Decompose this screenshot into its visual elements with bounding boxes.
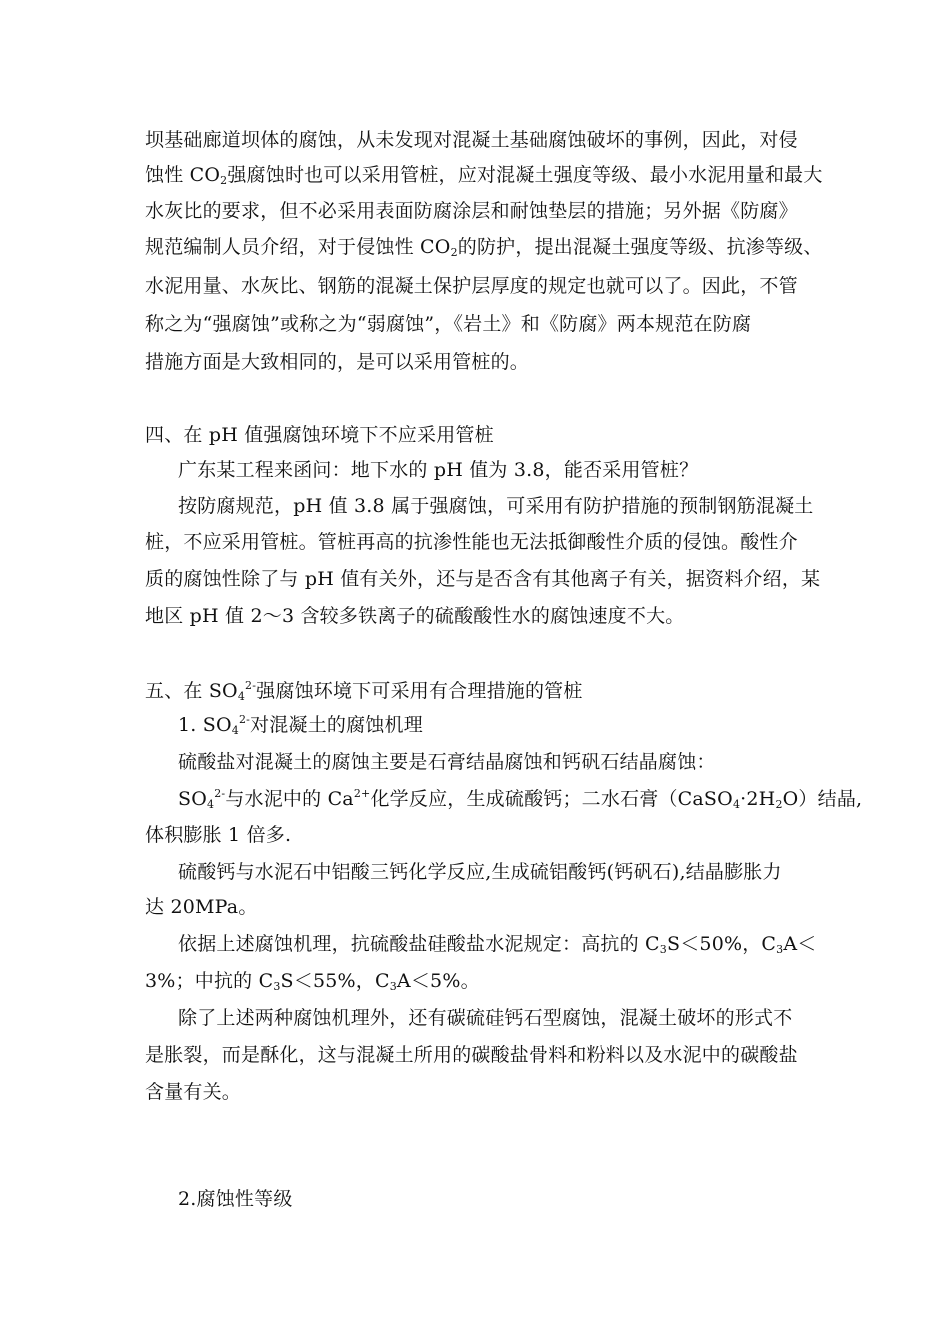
subsection-heading: 1. $SO_4^{2-}$对混凝土的腐蚀机理 [178,713,423,737]
text-line: 硫酸钙与水泥石中铝酸三钙化学反应,生成硫铝酸钙(钙矾石),结晶膨胀力 [178,861,782,883]
text-line: 3%；中抗的 $C_3S<55\%$，$C_3A<5\%$。 [145,970,480,993]
text-line: 含量有关。 [145,1081,242,1103]
text-line: $SO_4^{2-}$与水泥中的 $Ca^{2+}$化学反应，生成硫酸钙；二水石膏$(CaSO_4\cdot 2H_2O)$结晶, [178,787,863,811]
text-line: 蚀性 $CO_2$强腐蚀时也可以采用管桩，应对混凝土强度等级、最小水泥用量和最大 [145,164,823,187]
text-line: 称之为“强腐蚀”或称之为“弱腐蚀”，《岩土》和《防腐》两本规范在防腐 [145,313,752,335]
section-heading: 五、在 $SO_4^{2-}$强腐蚀环境下可采用有合理措施的管桩 [145,679,583,703]
text-line: 广东某工程来函问：地下水的 pH 值为 3.8，能否采用管桩？ [178,459,699,481]
text-line: 水灰比的要求，但不必采用表面防腐涂层和耐蚀垫层的措施；另外据《防腐》 [145,200,798,222]
text-line: 质的腐蚀性除了与 pH 值有关外，还与是否含有其他离子有关，据资料介绍，某 [145,568,821,590]
text-line: 桩，不应采用管桩。管桩再高的抗渗性能也无法抵御酸性介质的侵蚀。酸性介 [145,531,798,553]
text-line: 地区 pH 值 2～3 含较多铁离子的硫酸酸性水的腐蚀速度不大。 [145,605,685,627]
text-line: 是胀裂，而是酥化，这与混凝土所用的碳酸盐骨料和粉料以及水泥中的碳酸盐 [145,1044,798,1066]
text-line: 除了上述两种腐蚀机理外，还有碳硫硅钙石型腐蚀，混凝土破坏的形式不 [178,1007,793,1029]
text-line: 硫酸盐对混凝土的腐蚀主要是石膏结晶腐蚀和钙矾石结晶腐蚀： [178,751,716,773]
text-line: 体积膨胀 1 倍多. [145,824,292,846]
text-line: 规范编制人员介绍，对于侵蚀性 $CO_2$的防护，提出混凝土强度等级、抗渗等级、 [145,236,823,259]
text-line: 达 20MPa。 [145,896,258,918]
text-line: 措施方面是大致相同的，是可以采用管桩的。 [145,351,530,373]
text-line: 按防腐规范，pH 值 3.8 属于强腐蚀，可采用有防护措施的预制钢筋混凝土 [178,495,814,517]
section-heading: 四、在 pH 值强腐蚀环境下不应采用管桩 [145,424,494,446]
text-line: 坝基础廊道坝体的腐蚀，从未发现对混凝土基础腐蚀破坏的事例，因此，对侵 [145,129,798,151]
text-line: 依据上述腐蚀机理，抗硫酸盐硅酸盐水泥规定：高抗的 $C_3S<50\%$，$C_3A<$ [178,933,817,956]
subsection-heading: 2.腐蚀性等级 [178,1188,293,1210]
text-line: 水泥用量、水灰比、钢筋的混凝土保护层厚度的规定也就可以了。因此，不管 [145,275,798,297]
